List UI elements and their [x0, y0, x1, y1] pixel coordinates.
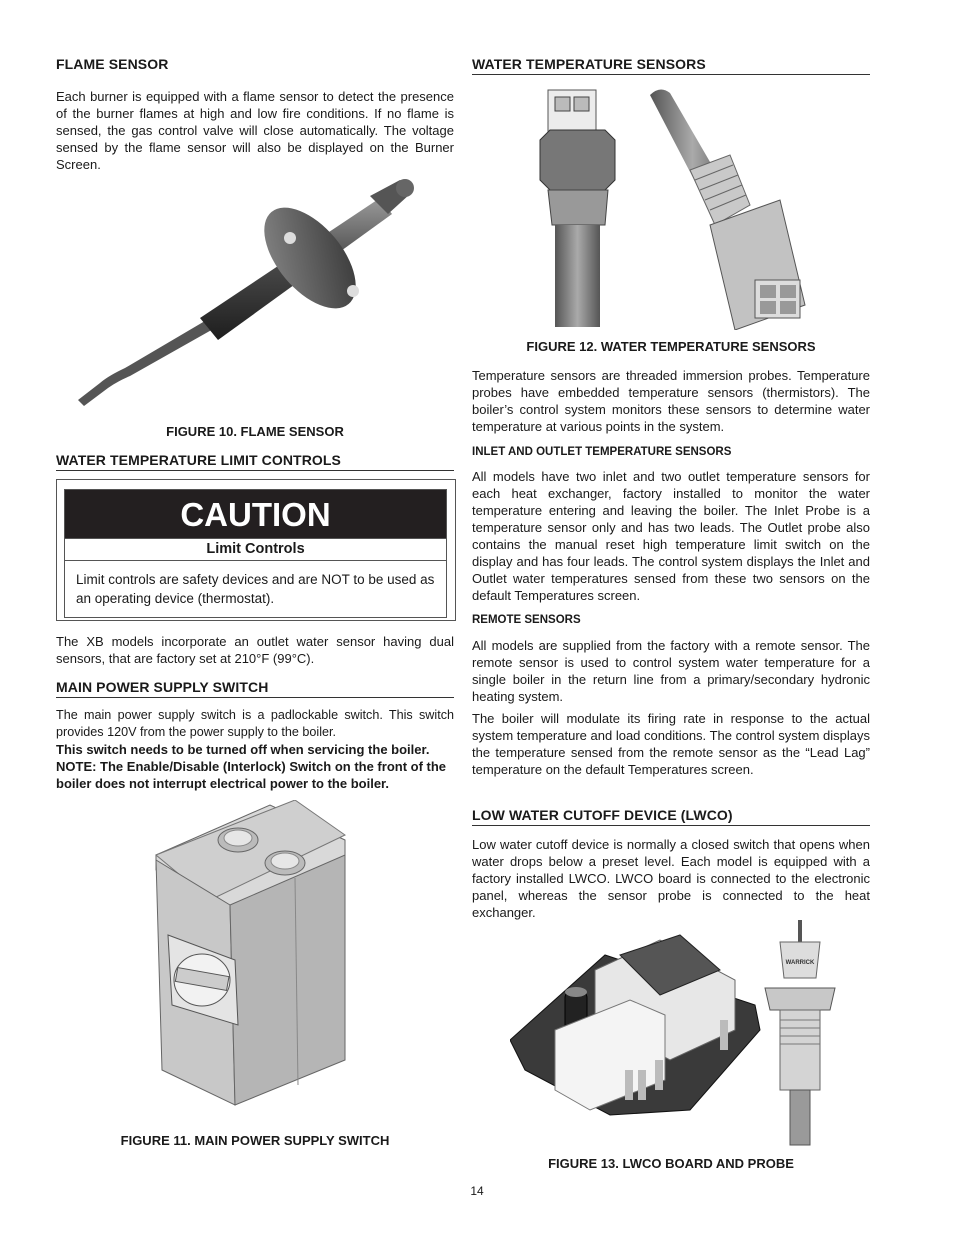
limit-controls-heading: WATER TEMPERATURE LIMIT CONTROLS: [56, 452, 454, 471]
lwco-heading: LOW WATER CUTOFF DEVICE (LWCO): [472, 807, 870, 826]
lwco-text: Low water cutoff device is normally a closed switch that opens when water drops below a preset level. Each model is equipped with a factory installed LWCO. LWCO board is connected to the electronic panel, whereas the sensor probe is connected to the heat exchanger.: [472, 837, 870, 920]
inlet-outlet-heading: INLET AND OUTLET TEMPERATURE SENSORS: [472, 446, 732, 458]
flame-sensor-image: [70, 178, 420, 413]
figure-11-caption: FIGURE 11. MAIN POWER SUPPLY SWITCH: [120, 1133, 390, 1148]
lwco-board-image: [510, 920, 840, 1148]
figure-13-caption: FIGURE 13. LWCO BOARD AND PROBE: [548, 1156, 794, 1171]
flame-sensor-text: Each burner is equipped with a flame sensor to detect the presence of the burner flames at high and low fire conditions. If no flame is sensed, the gas control valve will close automatically. The voltage sensed by the flame sensor will also be displayed on the Burner Screen.: [56, 89, 454, 172]
figure-12-caption: FIGURE 12. WATER TEMPERATURE SENSORS: [526, 339, 816, 354]
power-switch-note: This switch needs to be turned off when servicing the boiler. NOTE: The Enable/Disable (Interlock) Switch on the front of the boiler does not interrupt electrical power to the boiler.: [56, 742, 447, 791]
water-temp-sensors-text: Temperature sensors are threaded immersion probes. Temperature probes have embedded temperature sensors (thermistors). The boiler’s control system monitors these sensors to determine water temperature at various points in the system.: [472, 368, 870, 434]
power-switch-heading: MAIN POWER SUPPLY SWITCH: [56, 679, 454, 698]
caution-body: Limit controls are safety devices and are NOT to be used as an operating device (thermostat).: [64, 561, 447, 618]
caution-subtitle: Limit Controls: [64, 539, 447, 561]
page-number: 14: [470, 1184, 484, 1198]
remote-sensors-heading: REMOTE SENSORS: [472, 614, 581, 626]
remote-sensors-text-2: The boiler will modulate its firing rate in response to the actual system temperature and load conditions. The control system displays the temperature sensed from the remote sensor as the “Lead Lag” temperature on the default Temperatures screen.: [472, 711, 870, 777]
caution-panel: [56, 479, 456, 621]
flame-sensor-heading: FLAME SENSOR: [56, 56, 169, 72]
power-switch-image: [150, 800, 350, 1110]
power-switch-text: The main power supply switch is a padlockable switch. This switch provides 120V from the power supply to the boiler.: [56, 708, 454, 739]
inlet-outlet-text: All models have two inlet and two outlet temperature sensors for each heat exchanger, factory installed to monitor the water temperature entering and leaving the boiler. The Inlet Probe is a temperature sensor only and has two leads. The Outlet probe also contains the manual reset high temperature limit switch on the display and has four leads. The control system displays the Inlet and Outlet water temperatures sensed from these two sensors on the default Temperatures screen.: [472, 469, 870, 603]
caution-title: CAUTION: [64, 489, 447, 539]
probe-label: WARRICK: [785, 960, 815, 966]
water-temp-sensors-image: [530, 85, 830, 330]
remote-sensors-text-1: All models are supplied from the factory with a remote sensor. The remote sensor is used to control system water temperature for a single boiler in the return line from a primary/secondary hydronic heating system.: [472, 638, 870, 704]
limit-controls-text: The XB models incorporate an outlet water sensor having dual sensors, that are factory set at 210°F (99°C).: [56, 634, 454, 666]
water-temp-sensors-heading: WATER TEMPERATURE SENSORS: [472, 56, 870, 75]
figure-10-caption: FIGURE 10. FLAME SENSOR: [166, 424, 344, 439]
